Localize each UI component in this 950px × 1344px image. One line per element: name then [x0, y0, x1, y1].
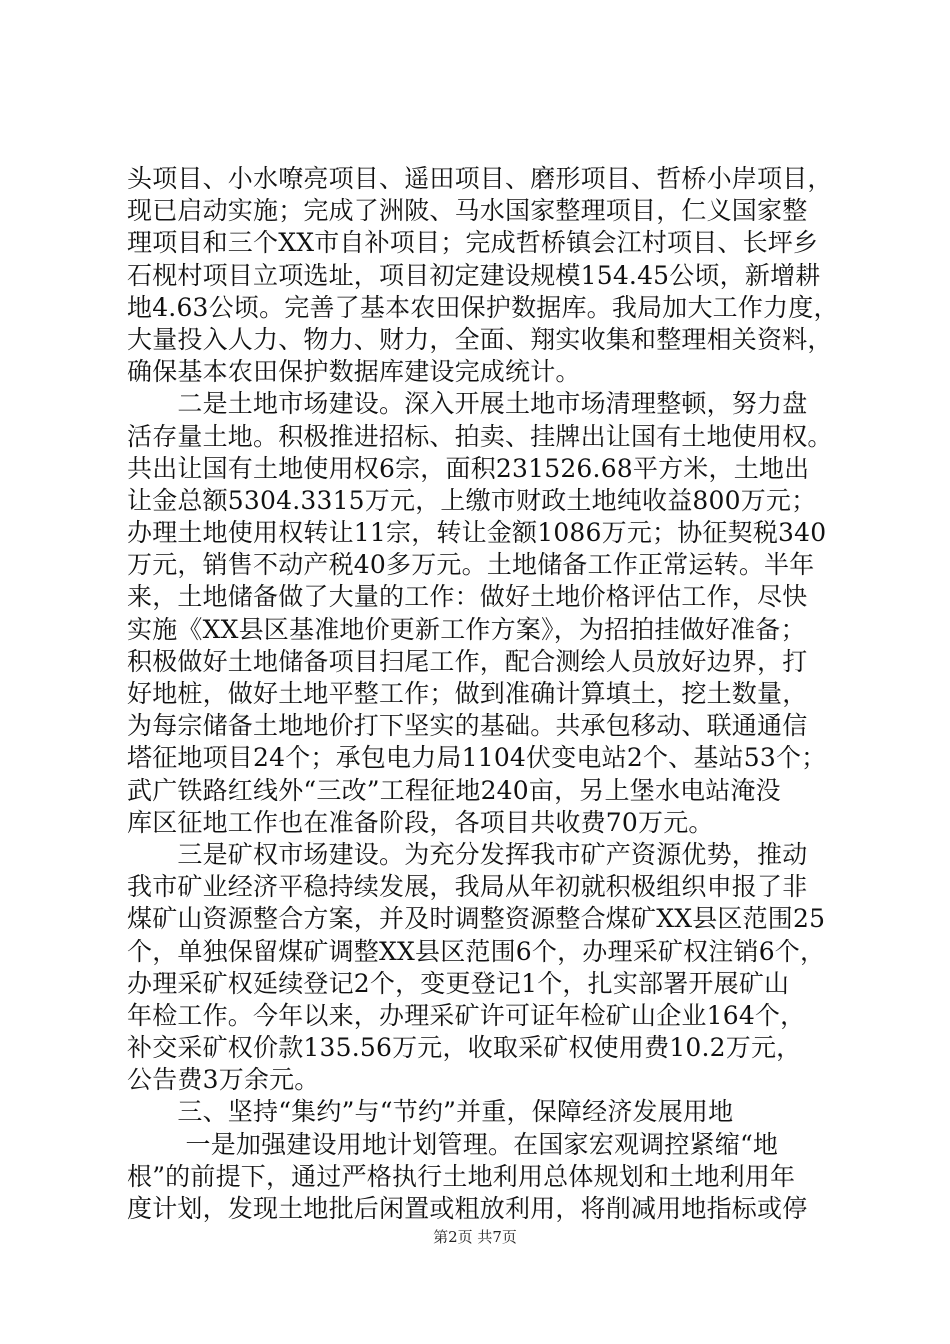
text-line: 一是加强建设用地计划管理。在国家宏观调控紧缩“地 [127, 1129, 779, 1159]
text-line: 公告费3万余元。 [127, 1065, 320, 1095]
page-footer: 第2页 共7页 [433, 1228, 517, 1246]
text-line: 二是土地市场建设。深入开展土地市场清理整顿，努力盘 [127, 389, 808, 419]
text-line: 三是矿权市场建设。为充分发挥我市矿产资源优势，推动 [127, 839, 808, 869]
text-line: 现已启动实施；完成了洲陂、马水国家整理项目，仁义国家整 [127, 196, 808, 226]
text-line: 个，单独保留煤矿调整XX县区范围6个，办理采矿权注销6个， [127, 936, 826, 966]
text-line: 理项目和三个XX市自补项目；完成哲桥镇会江村项目、长坪乡 [127, 228, 819, 258]
text-line: 办理土地使用权转让11宗，转让金额1086万元；协征契税340 [127, 518, 827, 548]
text-line: 塔征地项目24个；承包电力局1104伏变电站2个、基站53个； [127, 743, 827, 773]
text-line: 积极做好土地储备项目扫尾工作，配合测绘人员放好边界，打 [127, 646, 808, 676]
text-line: 活存量土地。积极推进招标、拍卖、挂牌出让国有土地使用权。 [127, 421, 833, 451]
text-line: 地4.63公顷。完善了基本农田保护数据库。我局加大工作力度， [127, 292, 839, 322]
document-body [127, 163, 837, 1225]
text-line: 年检工作。今年以来，办理采矿许可证年检矿山企业164个， [127, 1000, 806, 1030]
text-line: 度计划，发现土地批后闲置或粗放利用，将削减用地指标或停 [127, 1194, 808, 1223]
text-line: 三、坚持“集约”与“节约”并重，保障经济发展用地 [127, 1097, 734, 1127]
text-line: 头项目、小水嘹亮项目、遥田项目、磨形项目、哲桥小岸项目， [127, 164, 833, 193]
text-line: 大量投入人力、物力、财力，全面、翔实收集和整理相关资料， [127, 324, 833, 354]
text-line: 煤矿山资源整合方案，并及时调整资源整合煤矿XX县区范围25 [127, 904, 826, 934]
text-line: 来，土地储备做了大量的工作：做好土地价格评估工作，尽快 [127, 582, 808, 612]
text-line: 根”的前提下，通过严格执行土地利用总体规划和土地利用年 [127, 1161, 796, 1191]
text-line: 确保基本农田保护数据库建设完成统计。 [127, 357, 581, 387]
text-line: 补交采矿权价款135.56万元，收取采矿权使用费10.2万元， [127, 1033, 802, 1063]
text-line: 库区征地工作也在准备阶段，各项目共收费70万元。 [127, 807, 714, 837]
text-line: 万元，销售不动产税40多万元。土地储备工作正常运转。半年 [127, 550, 815, 580]
text-line: 实施《XX县区基准地价更新工作方案》，为招拍挂做好准备； [127, 614, 806, 644]
text-line: 为每宗储备土地地价打下坚实的基础。共承包移动、联通通信 [127, 711, 808, 741]
text-line: 好地桩，做好土地平整工作；做到准确计算填土，挖土数量， [127, 679, 808, 708]
text-line: 让金总额5304.3315万元，上缴市财政土地纯收益800万元； [127, 485, 817, 515]
text-line: 石枧村项目立项选址，项目初定建设规模154.45公顷，新增耕 [127, 260, 821, 290]
text-line: 共出让国有土地使用权6宗，面积231526.68平方米，土地出 [127, 453, 810, 483]
text-line: 办理采矿权延续登记2个，变更登记1个，扎实部署开展矿山 [127, 968, 790, 998]
text-line: 武广铁路红线外“三改”工程征地240亩，另上堡水电站淹没 [127, 775, 781, 805]
text-line: 我市矿业经济平稳持续发展，我局从年初就积极组织申报了非 [127, 872, 808, 902]
